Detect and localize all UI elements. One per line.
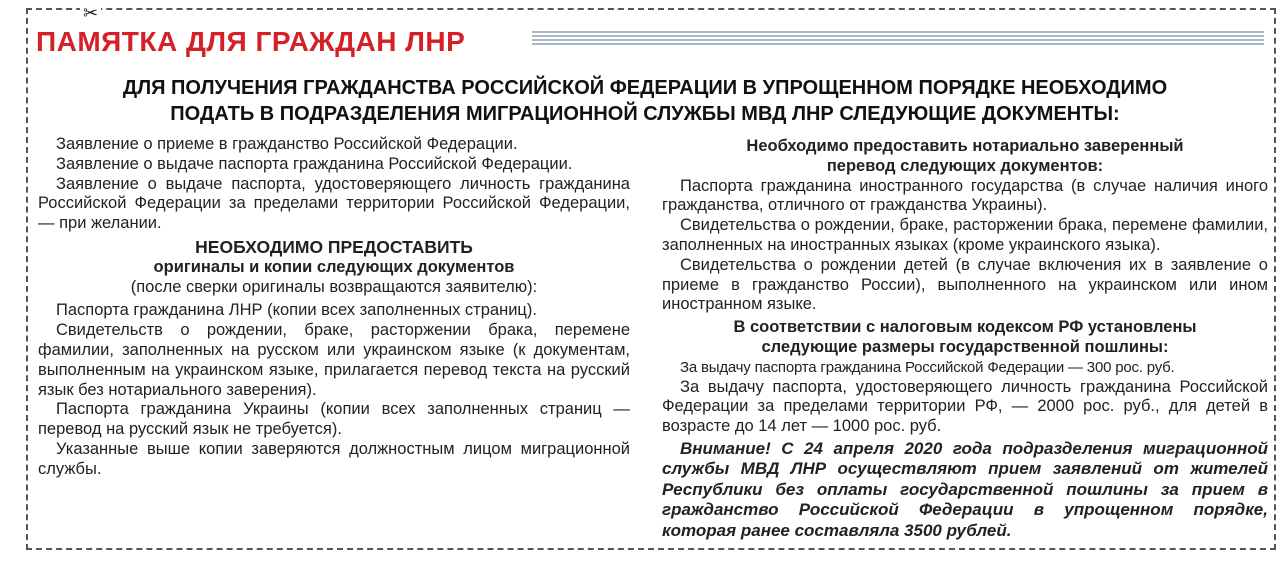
original-document-item: Указанные выше копии заверяются должностным лицом миграционной службы. [38, 439, 630, 478]
notary-subheading: перевод следующих документов: [826, 156, 1104, 175]
warning-notice: Внимание! С 24 апреля 2020 года подразделения миграционной службы МВД ЛНР осуществляют прием заявлений от жителей Республики без оплаты государственной пошлины за прием в гражданство Российской Федерации в упрощенном порядке, которая ранее составляла 3500 рублей. [662, 438, 1268, 540]
left-column [38, 135, 630, 480]
original-document-item: Паспорта гражданина Украины (копии всех заполненных страниц — перевод на русский язык не требуется). [38, 400, 630, 439]
right-column [662, 137, 1268, 541]
fee-item: За выдачу паспорта гражданина Российской Федерации — 300 рос. руб. [680, 358, 1175, 376]
notary-document-item: Свидетельства о рождении, браке, расторжении брака, перемене фамилии, заполненных на иностранных языках (кроме украинского языка). [662, 216, 1268, 254]
original-document-item: Свидетельств о рождении, браке, расторжении брака, перемене фамилии, заполненных на русском или украинском языке (к документам, выполненным на украинском языке, прилагается перевод текста на русский язык без нотариального заверения). [38, 321, 630, 399]
originals-note: (после сверки оригиналы возвращаются заявителю): [130, 277, 538, 296]
header [36, 26, 1266, 60]
scissors-icon: ✂ [80, 4, 101, 22]
notary-heading: Необходимо предоставить нотариально заверенный [746, 137, 1184, 155]
application-item: Заявление о приеме в гражданство Российской Федерации. [56, 135, 518, 153]
main-heading-line-2: ПОДАТЬ В ПОДРАЗДЕЛЕНИЯ МИГРАЦИОННОЙ СЛУЖБЫ МВД ЛНР СЛЕДУЮЩИЕ ДОКУМЕНТЫ: [170, 103, 1120, 125]
fees-subheading: следующие размеры государственной пошлины: [761, 337, 1169, 356]
application-item: Заявление о выдаче паспорта гражданина Российской Федерации. [56, 154, 573, 173]
fee-item: За выдачу паспорта, удостоверяющего личность гражданина Российской Федерации за пределами территории РФ, — 2000 рос. руб., для детей в возрасте до 14 лет — 1000 рос. руб. [662, 377, 1268, 436]
application-item: Заявление о выдаче паспорта, удостоверяющего личность гражданина Российской Федерации за пределами территории Российской Федерации, — при желании. [38, 174, 630, 233]
fees-heading: В соответствии с налоговым кодексом РФ установлены [733, 318, 1197, 337]
main-heading [60, 75, 1230, 127]
originals-subheading: оригиналы и копии следующих документов [153, 257, 515, 276]
main-heading-line-1: ДЛЯ ПОЛУЧЕНИЯ ГРАЖДАНСТВА РОССИЙСКОЙ ФЕДЕРАЦИИ В УПРОЩЕННОМ ПОРЯДКЕ НЕОБХОДИМО [122, 77, 1168, 99]
notary-document-item: Свидетельства о рождении детей (в случае включения их в заявление о приеме в гражданство России), выполненного на украинском или ином иностранном языке. [662, 255, 1268, 314]
page-title: ПАМЯТКА ДЛЯ ГРАЖДАН ЛНР [36, 26, 466, 57]
decorative-rule [532, 31, 1264, 45]
originals-heading: НЕОБХОДИМО ПРЕДОСТАВИТЬ [195, 236, 473, 257]
original-document-item: Паспорта гражданина ЛНР (копии всех заполненных страниц). [56, 301, 537, 320]
notary-document-item: Паспорта гражданина иностранного государства (в случае наличия иного гражданства, отличного от гражданства Украины). [662, 176, 1268, 215]
